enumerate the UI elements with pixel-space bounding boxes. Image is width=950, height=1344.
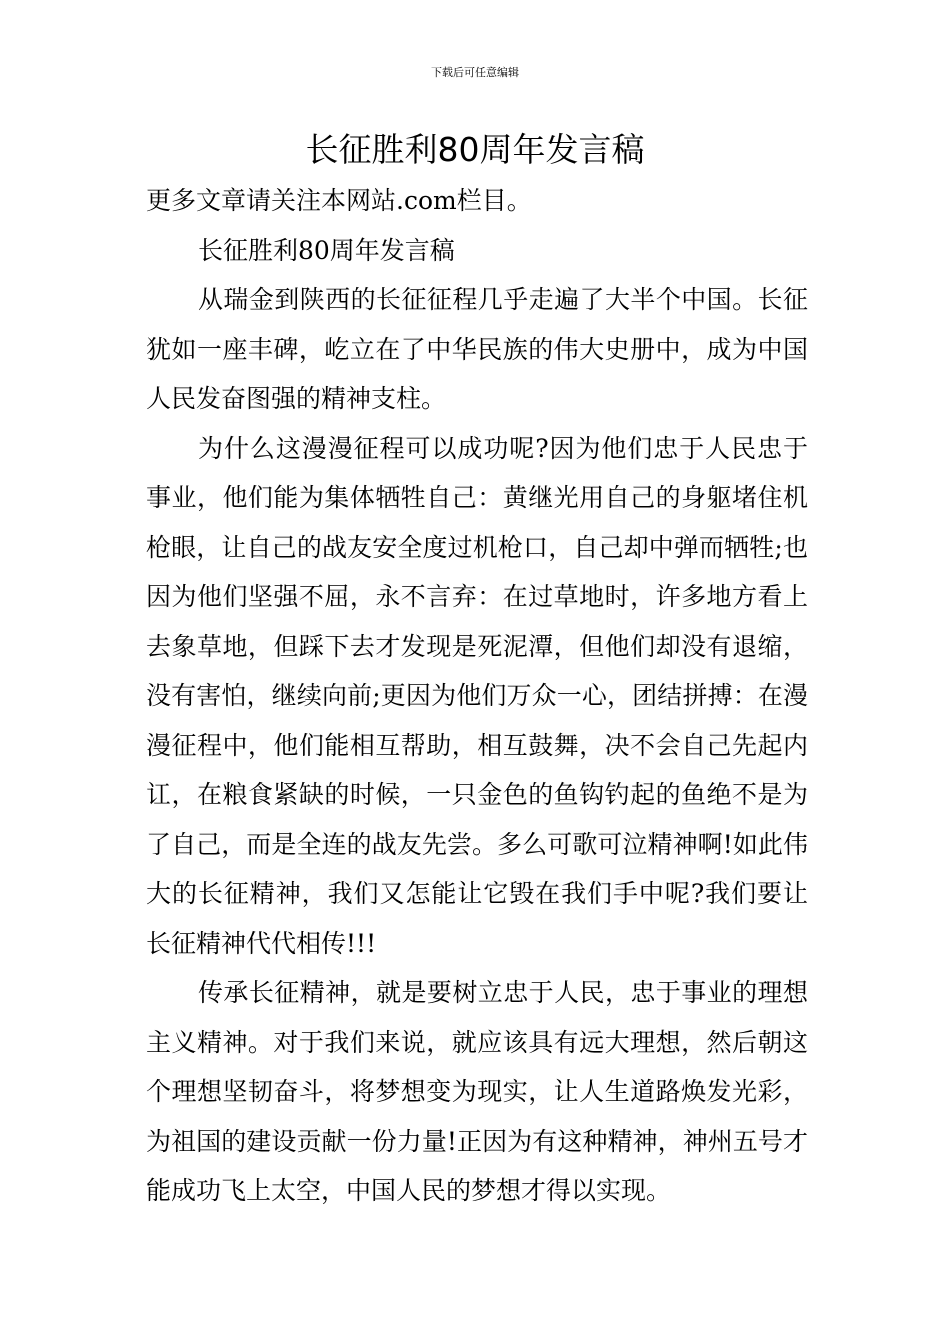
paragraph-2: 为什么这漫漫征程可以成功呢?因为他们忠于人民忠于事业，他们能为集体牺牲自己：黄继光用自己的身躯堵住机枪眼，让自己的战友安全度过机枪口，自己却中弹而牺牲;也因为他们坚强不屈，永不言弃：在过草地时，许多地方看上去象草地，但踩下去才发现是死泥潭，但他们却没有退缩，没有害怕，继续向前;更因为他们万众一心，团结拼搏：在漫漫征程中，他们能相互帮助，相互鼓舞，决不会自己先起内讧，在粮食紧缺的时候，一只金色的鱼钩钓起的鱼绝不是为了自己，而是全连的战友先尝。多么可歌可泣精神啊!如此伟大的长征精神，我们又怎能让它毁在我们手中呢?我们要让长征精神代代相传!!! <box>146 433 808 958</box>
paragraph-1: 从瑞金到陕西的长征征程几乎走遍了大半个中国。长征犹如一座丰碑，屹立在了中华民族的伟大史册中，成为中国人民发奋图强的精神支柱。 <box>146 285 808 413</box>
header-note: 下载后可任意编辑 <box>431 66 519 79</box>
paragraph-3: 传承长征精神，就是要树立忠于人民，忠于事业的理想主义精神。对于我们来说，就应该具有远大理想，然后朝这个理想坚韧奋斗，将梦想变为现实，让人生道路焕发光彩，为祖国的建设贡献一份力量!正因为有这种精神，神州五号才能成功飞上太空，中国人民的梦想才得以实现。 <box>146 978 808 1205</box>
document-title: 长征胜利80周年发言稿 <box>305 130 645 169</box>
document-body <box>146 176 808 1216</box>
subtitle-paragraph: 长征胜利80周年发言稿 <box>198 235 455 265</box>
intro-paragraph: 更多文章请关注本网站.com栏目。 <box>146 186 532 215</box>
